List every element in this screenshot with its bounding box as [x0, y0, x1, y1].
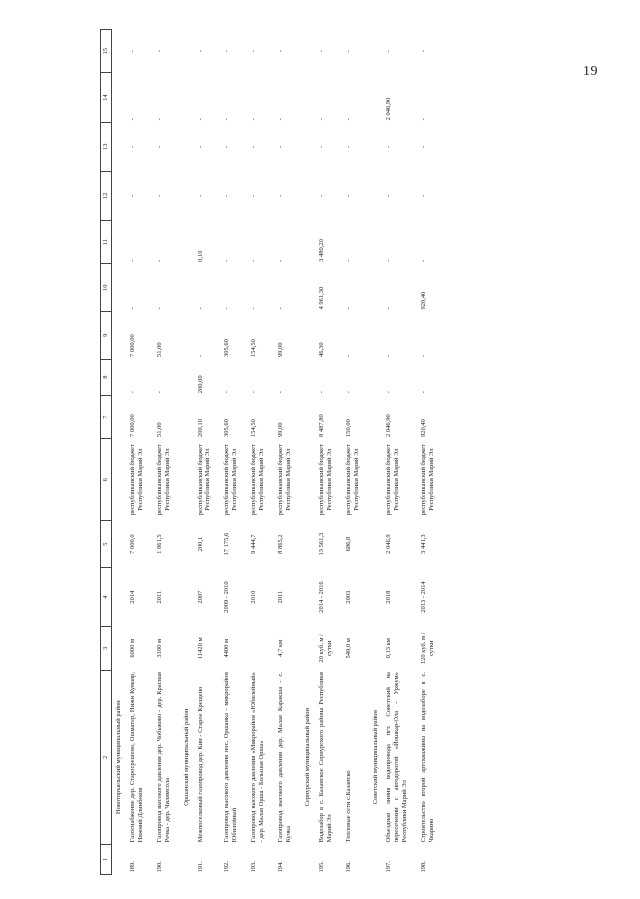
cell-col-7: 99,00	[277, 422, 285, 437]
cell-col-3	[247, 626, 274, 670]
col-header-9: 9	[101, 311, 112, 359]
section-filler	[369, 30, 383, 671]
cell-col-8: -	[155, 391, 163, 394]
cell-col-4: 2003	[344, 590, 352, 604]
cell-col-7: 305,60	[223, 419, 231, 437]
cell-col-2: Газопровод высокого давления дер. Малая Каракша - с. Кучка	[277, 672, 292, 843]
cell-col-7: 150,00	[344, 419, 352, 437]
cell-col-11: -	[250, 259, 258, 262]
cell-col-14: -	[277, 118, 285, 121]
table-row	[342, 30, 369, 875]
cell-col-8: -	[277, 391, 285, 394]
cell-col-12: -	[223, 194, 231, 197]
table-row	[194, 30, 221, 875]
cell-col-2: Тепловые сети с.Казанско	[344, 770, 352, 843]
cell-col-12: -	[250, 194, 258, 197]
cell-col-1: 193.	[250, 861, 258, 873]
cell-col-13: -	[250, 145, 258, 148]
cell-col-3: 3100 м	[155, 638, 163, 658]
cell-col-15: -	[155, 50, 163, 53]
cell-col-8: -	[420, 391, 428, 394]
section-row	[369, 30, 383, 875]
cell-col-10: -	[344, 307, 352, 310]
table-body	[112, 30, 445, 875]
cell-col-2: Газопровод высокого давления «Микрорайон «Юбилейный» - дер. Малая Орша - Большая Орша»	[250, 672, 266, 843]
cell-col-3: 4400 м	[223, 638, 231, 658]
cell-col-14: 2 046,90	[385, 97, 393, 121]
cell-col-12: -	[128, 194, 136, 197]
cell-col-11: -	[128, 259, 136, 262]
table-row	[315, 30, 342, 875]
cell-col-6: республиканский бюджет Республики Марий Эл	[420, 444, 436, 516]
cell-col-10: -	[385, 307, 393, 310]
col-header-2: 2	[101, 670, 112, 844]
col-header-15: 15	[101, 30, 112, 73]
col-header-11: 11	[101, 220, 112, 264]
cell-col-15: -	[344, 50, 352, 53]
section-spacer	[301, 844, 315, 874]
cell-col-11: 3 480,20	[317, 239, 325, 262]
cell-col-1: 198.	[420, 861, 428, 873]
cell-col-5: 7 000,0	[128, 534, 136, 554]
section-title: Оршанский муниципальный район	[182, 708, 190, 806]
cell-col-5: 2 046,9	[385, 534, 393, 554]
cell-col-14: -	[196, 118, 204, 121]
cell-col-11: -	[420, 259, 428, 262]
cell-col-4: 2013 - 2014	[420, 581, 428, 613]
cell-col-5: 8 865,2	[277, 534, 285, 554]
cell-col-14: -	[344, 118, 352, 121]
table-row	[417, 30, 444, 875]
cell-col-4: 2011	[155, 590, 163, 604]
cell-col-9: 7 000,00	[128, 334, 136, 358]
col-header-14: 14	[101, 73, 112, 122]
table-row	[153, 30, 180, 875]
cell-col-2: Газопровод высокого давления дер. Чобыково - дер. Красная Речка - дер. Чилимсола	[155, 672, 171, 843]
cell-col-6: республиканский бюджет Республики Марий Эл	[155, 444, 171, 516]
section-row	[301, 30, 315, 875]
cell-col-10: -	[155, 307, 163, 310]
cell-col-11: -	[385, 259, 393, 262]
section-filler	[112, 30, 126, 671]
cell-col-12: -	[385, 194, 393, 197]
cell-col-12: -	[344, 194, 352, 197]
cell-col-10: -	[196, 307, 204, 310]
col-header-8: 8	[101, 359, 112, 395]
table-row	[274, 30, 301, 875]
cell-col-5: 9 444,7	[250, 534, 258, 554]
cell-col-2: Строительство второй артскважины на водозаборе в с. Чкарино	[420, 672, 436, 843]
cell-col-1: 194.	[277, 861, 285, 873]
cell-col-5: 13 561,3	[317, 532, 325, 556]
cell-col-11: 0,10	[196, 250, 204, 262]
col-header-10: 10	[101, 264, 112, 312]
cell-col-9: 51,00	[155, 342, 163, 358]
cell-col-10: -	[277, 307, 285, 310]
cell-col-10: -	[128, 307, 136, 310]
cell-col-13: -	[385, 145, 393, 148]
cell-col-15: -	[385, 50, 393, 53]
section-spacer	[180, 844, 194, 874]
cell-col-6: республиканский бюджет Республики Марий Эл	[196, 444, 212, 516]
cell-col-8: -	[223, 391, 231, 394]
col-header-12: 12	[101, 171, 112, 220]
cell-col-7: 7 000,00	[128, 414, 136, 437]
cell-col-3: 20 куб. м / сутки	[317, 634, 333, 663]
section-title: Сернурский муниципальный район	[303, 708, 311, 807]
cell-col-4: 2018	[385, 590, 393, 604]
col-header-6: 6	[101, 439, 112, 520]
cell-col-10: -	[223, 307, 231, 310]
cell-col-2: Газопровод высокого давления пос. Оршанка - микрорайон Юбилейный	[223, 672, 239, 843]
cell-col-6: республиканский бюджет Республики Марий Эл	[277, 444, 292, 516]
column-number-row	[101, 30, 112, 875]
cell-col-14: -	[250, 118, 258, 121]
cell-col-4: 2007	[196, 590, 204, 604]
cell-col-6: республиканский бюджет Республики Марий Эл	[250, 444, 266, 516]
section-row	[112, 30, 126, 875]
cell-col-6: республиканский бюджет Республики Марий Эл	[128, 444, 144, 516]
cell-col-1: 195.	[317, 861, 325, 873]
cell-col-13: -	[317, 145, 325, 148]
cell-col-1: 189.	[128, 861, 136, 873]
cell-col-4: 2014	[128, 590, 136, 604]
cell-col-10: 4 961,30	[317, 286, 325, 310]
cell-col-7: 154,50	[250, 419, 258, 437]
cell-col-5: 686,8	[344, 536, 352, 552]
cell-col-13: -	[277, 145, 285, 148]
cell-col-8: -	[250, 391, 258, 394]
cell-col-11: -	[277, 259, 285, 262]
cell-col-8: -	[128, 391, 136, 394]
cell-col-6: республиканский бюджет Республики Марий Эл	[223, 444, 239, 516]
table-row	[126, 30, 153, 875]
cell-col-14: -	[420, 118, 428, 121]
cell-col-4: 2009 - 2010	[223, 581, 231, 613]
section-row	[180, 30, 194, 875]
cell-col-2: Водозабор в с. Казанское Сернурского района Республики Марий Эл	[317, 672, 333, 843]
cell-col-9: 99,00	[277, 342, 285, 358]
cell-col-4: 2010	[250, 590, 258, 604]
cell-col-3: 549,0 м	[344, 638, 352, 659]
cell-col-1: 191.	[196, 861, 204, 873]
cell-col-7: 920,40	[420, 419, 428, 437]
cell-col-15: -	[128, 50, 136, 53]
cell-col-1: 192.	[223, 861, 231, 873]
cell-col-15: -	[317, 50, 325, 53]
table-row	[247, 30, 274, 875]
cell-col-3: 6000 м	[128, 638, 136, 658]
cell-col-9: -	[344, 354, 352, 358]
cell-col-7: 2 046,90	[385, 414, 393, 437]
cell-col-15: -	[250, 50, 258, 53]
cell-col-8: -	[385, 391, 393, 394]
cell-col-5: 200,1	[196, 536, 204, 552]
cell-col-11: -	[223, 259, 231, 262]
cell-col-8: 200,00	[196, 375, 204, 394]
cell-col-9: -	[196, 354, 204, 358]
cell-col-8: -	[344, 391, 352, 394]
cell-col-6: республиканский бюджет Республики Марий Эл	[344, 444, 360, 516]
section-filler	[301, 30, 315, 671]
col-header-5: 5	[101, 520, 112, 567]
cell-col-5: 3 441,3	[420, 534, 428, 554]
section-spacer	[112, 844, 126, 874]
cell-col-3: 0,13 км	[385, 638, 393, 659]
cell-col-8: -	[317, 391, 325, 394]
cell-col-2: Объездная линия водопровода пгт. Советский на пересечении с автодорогой «Йошкар-Ола - Уржум» Республики Марий Эл	[385, 672, 409, 843]
table-row	[382, 30, 417, 875]
cell-col-5: 1 861,5	[155, 534, 163, 554]
cell-col-10: 920,40	[420, 291, 428, 310]
cell-col-13: -	[420, 145, 428, 148]
cell-col-2: Газоснабжение дер. Старосрешено, Ошматер, Нижн Кумаяр, Нижний Длинбеков	[128, 672, 144, 843]
col-header-7: 7	[101, 395, 112, 439]
cell-col-13: -	[128, 145, 136, 148]
cell-col-12: -	[317, 194, 325, 197]
cell-col-9: -	[420, 354, 428, 358]
cell-col-5: 17 175,6	[223, 532, 231, 556]
cell-col-14: -	[155, 118, 163, 121]
cell-col-7: 200,10	[196, 419, 204, 437]
cell-col-1: 190.	[155, 861, 163, 873]
cell-col-14: -	[317, 118, 325, 121]
cell-col-4: 2011	[277, 590, 285, 604]
cell-col-2: Межпоселковый газопровод дер. Кин - Старое Крещено	[196, 686, 204, 843]
cell-col-13: -	[155, 145, 163, 148]
section-spacer	[369, 844, 383, 874]
cell-col-9: 305,60	[223, 339, 231, 358]
cell-col-11: -	[344, 259, 352, 262]
section-filler	[180, 30, 194, 671]
cell-col-12: -	[155, 194, 163, 197]
cell-col-12: -	[277, 194, 285, 197]
cell-col-6: республиканский бюджет Республики Марий Эл	[385, 444, 401, 516]
cell-col-14: -	[223, 118, 231, 121]
cell-col-15: -	[196, 50, 204, 53]
cell-col-6: республиканский бюджет Республики Марий Эл	[317, 444, 333, 516]
cell-col-1: 196.	[344, 861, 352, 873]
cell-col-13: -	[196, 145, 204, 148]
section-title: Советский муниципальный район	[371, 710, 379, 805]
col-header-13: 13	[101, 122, 112, 171]
cell-col-1: 197.	[385, 861, 393, 873]
cell-col-3: 11420 м	[196, 637, 204, 660]
col-header-4: 4	[101, 568, 112, 627]
col-header-1: 1	[101, 844, 112, 874]
cell-col-9: 154,50	[250, 339, 258, 358]
cell-col-11: -	[155, 259, 163, 262]
cell-col-12: -	[420, 194, 428, 197]
page-number: 19	[583, 64, 598, 79]
cell-col-15: -	[277, 50, 285, 53]
table-row	[220, 30, 247, 875]
investment-table	[100, 29, 444, 875]
cell-col-13: -	[344, 145, 352, 148]
cell-col-9: 46,30	[317, 342, 325, 358]
cell-col-3: 4,7 км	[277, 639, 285, 657]
cell-col-15: -	[223, 50, 231, 53]
cell-col-13: -	[223, 145, 231, 148]
cell-col-14: -	[128, 118, 136, 121]
cell-col-4: 2014 - 2016	[317, 581, 325, 613]
cell-col-3: 120 куб. м / сутки	[420, 632, 436, 665]
cell-col-7: 51,00	[155, 422, 163, 437]
cell-col-10: -	[250, 307, 258, 310]
rotated-table-container	[100, 29, 630, 875]
cell-col-15: -	[420, 50, 428, 53]
cell-col-9: -	[385, 354, 393, 358]
cell-col-12: -	[196, 194, 204, 197]
section-title: Новоторъяльский муниципальный район	[115, 700, 122, 815]
col-header-3: 3	[101, 626, 112, 670]
cell-col-7: 8 487,80	[317, 414, 325, 437]
